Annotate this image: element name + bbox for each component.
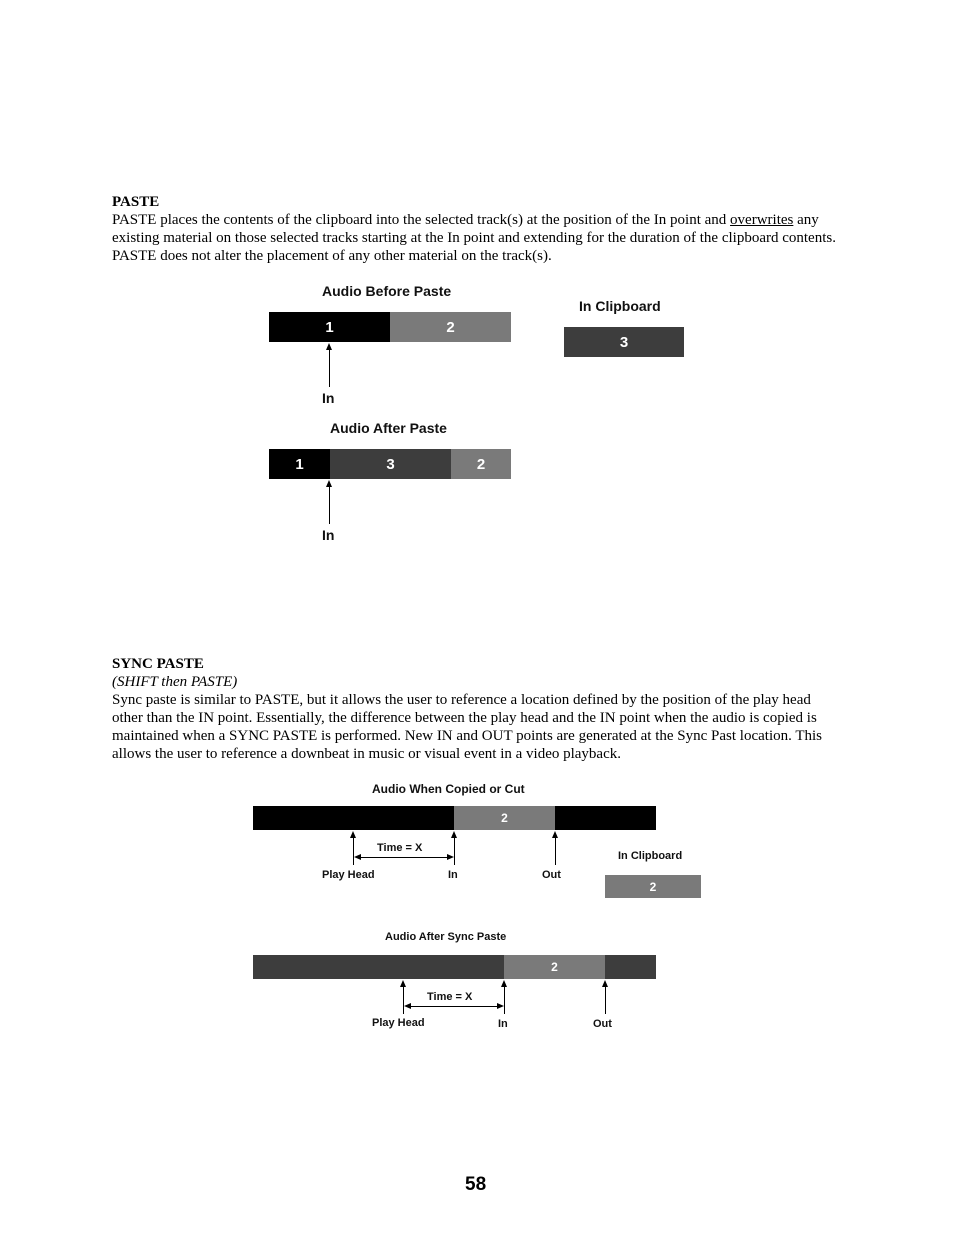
in-arrow-line <box>329 349 330 387</box>
play-head-arrow-line <box>353 837 354 865</box>
time-arrow-right-head <box>497 1003 504 1009</box>
in-arrow-line <box>454 837 455 865</box>
out-arrow-line <box>605 986 606 1014</box>
in-arrow-line <box>504 986 505 1014</box>
sync-paste-paragraph: Sync paste is similar to PASTE, but it allows the user to reference a location defined by the position of the play head other than the IN point. Essentially, the difference between the play head and the IN point when the audio is copied is maintained when a SYNC PASTE is performed. New IN and OUT points are generated at the Sync Past location. This allows the user to reference a downbeat in music or visual event in a video playback. <box>112 692 823 762</box>
paste-paragraph-text-1: PASTE places the contents of the clipboard into the selected track(s) at the position of the In point and <box>112 212 731 228</box>
in-clipboard-title: In Clipboard <box>579 298 661 314</box>
clipboard-track <box>564 327 684 357</box>
track-segment-1: 1 <box>269 312 390 342</box>
play-head-label: Play Head <box>322 869 375 881</box>
in-arrow-line <box>329 486 330 524</box>
audio-after-paste-title: Audio After Paste <box>330 420 447 436</box>
page-number: 58 <box>465 1174 487 1195</box>
in-label: In <box>322 390 335 406</box>
time-arrow-line <box>360 857 448 858</box>
track-segment-2: 2 <box>605 875 701 898</box>
out-label: Out <box>542 869 561 881</box>
track-segment-2: 2 <box>451 449 511 479</box>
track-segment-2: 2 <box>390 312 511 342</box>
out-label: Out <box>593 1018 612 1030</box>
track-segment-3: 3 <box>330 449 451 479</box>
track-segment-1: 1 <box>269 449 330 479</box>
paste-paragraph-text-2: any existing material on those selected tracks starting at the In point and extending for the duration of the clipboard contents. PASTE does not alter the placement of any other material on the track(s). <box>112 212 836 264</box>
play-head-label: Play Head <box>372 1017 425 1029</box>
track-segment-3: 3 <box>564 327 684 357</box>
paste-paragraph-underlined: overwrites <box>730 212 794 228</box>
audio-when-copied-title: Audio When Copied or Cut <box>372 782 525 796</box>
play-head-arrow-line <box>403 986 404 1014</box>
audio-before-paste-title: Audio Before Paste <box>322 283 452 299</box>
time-arrow-right-head <box>447 854 454 860</box>
audio-when-copied-track <box>253 806 656 830</box>
time-x-label: Time = X <box>377 842 423 854</box>
paste-paragraph <box>112 211 842 265</box>
time-x-label: Time = X <box>427 991 473 1003</box>
track-segment-2: 2 <box>504 955 605 979</box>
in-label: In <box>498 1018 508 1030</box>
out-arrow-line <box>555 837 556 865</box>
audio-after-sync-paste-title: Audio After Sync Paste <box>385 931 507 943</box>
in-label: In <box>322 527 335 543</box>
audio-after-paste-track <box>269 449 511 479</box>
in-clipboard-title: In Clipboard <box>618 850 683 862</box>
paste-heading: PASTE <box>112 194 160 210</box>
in-label: In <box>448 869 458 881</box>
sync-paste-heading: SYNC PASTE <box>112 656 204 672</box>
track-segment-2: 2 <box>454 806 555 830</box>
clipboard-track <box>605 875 701 898</box>
audio-before-paste-track <box>269 312 511 342</box>
audio-after-sync-paste-track <box>253 955 656 979</box>
sync-paste-subheading: (SHIFT then PASTE) <box>112 674 238 690</box>
time-arrow-line <box>410 1006 498 1007</box>
